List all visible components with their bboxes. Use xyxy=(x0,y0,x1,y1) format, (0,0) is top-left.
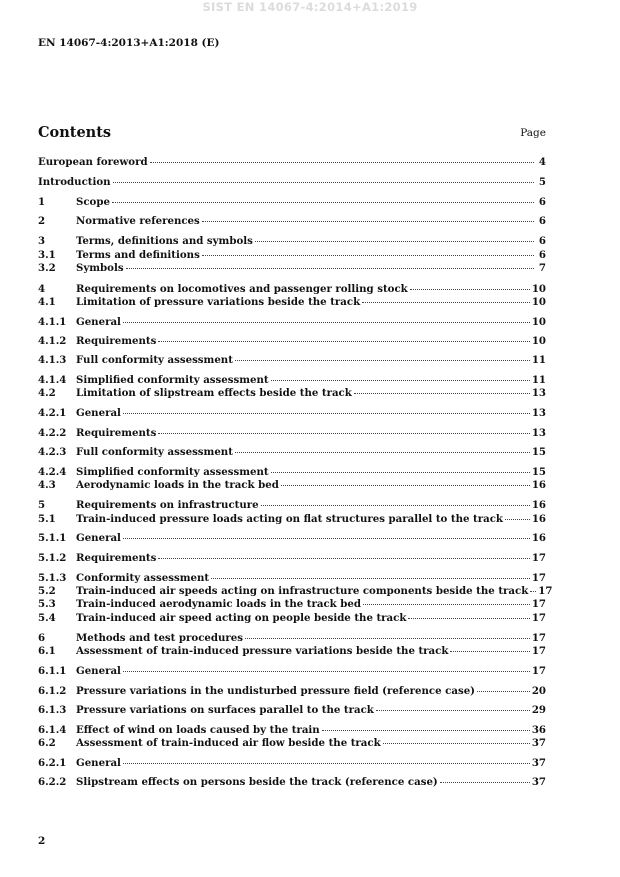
toc-entry[interactable] xyxy=(38,427,546,440)
toc-dot-leader xyxy=(202,220,534,222)
toc-dot-leader xyxy=(123,670,530,672)
toc-entry[interactable] xyxy=(38,466,546,479)
toc-dot-leader xyxy=(123,762,530,764)
toc-entry-page: 16 xyxy=(531,479,546,491)
toc-dot-leader xyxy=(376,709,530,711)
toc-entry-number: 4.3 xyxy=(38,479,56,491)
toc-entry-title: Requirements on locomotives and passenger rolling stock xyxy=(76,283,408,295)
toc-entry-number: 2 xyxy=(38,215,46,227)
toc-entry-page: 16 xyxy=(531,532,546,544)
toc-entry-title: Introduction xyxy=(38,176,111,188)
toc-entry[interactable] xyxy=(38,335,546,348)
toc-entry-title: Train-induced air speeds acting on infrastructure components beside the track xyxy=(76,585,529,597)
toc-entry[interactable] xyxy=(38,552,546,565)
toc-entry-title: Train-induced air speed acting on people beside the track xyxy=(76,612,407,624)
toc-dot-leader xyxy=(123,321,530,323)
toc-entry-page: 13 xyxy=(531,427,546,439)
toc-dot-leader xyxy=(123,412,530,414)
toc-entry-title: Terms, definitions and symbols xyxy=(76,235,253,247)
toc-dot-leader xyxy=(281,484,530,486)
toc-entry-title: Aerodynamic loads in the track bed xyxy=(76,479,279,491)
toc-entry[interactable] xyxy=(38,598,546,611)
toc-entry-number: 5.3 xyxy=(38,598,56,610)
toc-entry-page: 17 xyxy=(531,645,546,657)
toc-entry-title: Conformity assessment xyxy=(76,572,210,584)
toc-entry-page: 16 xyxy=(531,499,546,511)
toc-entry-title: Normative references xyxy=(76,215,200,227)
toc-entry-number: 4.1 xyxy=(38,296,56,308)
toc-entry-title: Pressure variations on surfaces parallel to the track xyxy=(76,704,374,716)
toc-entry-title: Simplified conformity assessment xyxy=(76,374,269,386)
toc-entry[interactable] xyxy=(38,479,546,492)
toc-entry[interactable] xyxy=(38,196,546,209)
toc-entry-page: 17 xyxy=(538,585,553,597)
toc-entry-title: Train-induced aerodynamic loads in the track bed xyxy=(76,598,362,610)
toc-dot-leader xyxy=(113,181,534,183)
toc-entry-title: Limitation of slipstream effects beside the track xyxy=(76,387,352,399)
toc-entry-number: 4.1.1 xyxy=(38,316,67,328)
toc-entry-page: 7 xyxy=(538,262,546,274)
toc-entry-page: 17 xyxy=(531,612,546,624)
toc-entry-title: Scope xyxy=(76,196,110,208)
toc-entry-page: 37 xyxy=(531,757,546,769)
toc-entry-number: 4.1.3 xyxy=(38,354,67,366)
toc-entry[interactable] xyxy=(38,499,546,512)
toc-entry-title: Pressure variations in the undisturbed pressure field (reference case) xyxy=(76,685,475,697)
toc-entry[interactable] xyxy=(38,757,546,770)
toc-entry-title: Symbols xyxy=(76,262,124,274)
toc-entry-page: 11 xyxy=(531,354,546,366)
toc-entry-page: 17 xyxy=(531,632,546,644)
toc-entry-page: 13 xyxy=(531,407,546,419)
toc-entry[interactable] xyxy=(38,572,546,585)
toc-dot-leader xyxy=(354,392,530,394)
toc-entry-title: General xyxy=(76,532,121,544)
toc-entry-title: Simplified conformity assessment xyxy=(76,466,269,478)
toc-dot-leader xyxy=(440,781,530,783)
toc-dot-leader xyxy=(112,201,534,203)
toc-entry-page: 16 xyxy=(531,513,546,525)
page-number: 2 xyxy=(38,835,46,847)
toc-entry-title: Full conformity assessment xyxy=(76,354,233,366)
toc-entry-number: 6 xyxy=(38,632,46,644)
toc-entry-page: 6 xyxy=(538,235,546,247)
toc-entry-title: European foreword xyxy=(38,156,148,168)
toc-entry-title: Requirements xyxy=(76,335,157,347)
toc-entry-number: 6.2.1 xyxy=(38,757,67,769)
toc-dot-leader xyxy=(235,359,530,361)
toc-entry-number: 4.2.2 xyxy=(38,427,67,439)
toc-entry-number: 6.1.2 xyxy=(38,685,67,697)
toc-entry-number: 5.1.3 xyxy=(38,572,67,584)
toc-entry-number: 3 xyxy=(38,235,46,247)
toc-entry-title: Train-induced pressure loads acting on flat structures parallel to the track xyxy=(76,513,503,525)
toc-entry-number: 4.1.4 xyxy=(38,374,67,386)
toc-entry-page: 11 xyxy=(531,374,546,386)
toc-entry-page: 10 xyxy=(531,335,546,347)
toc-entry-title: General xyxy=(76,665,121,677)
toc-entry[interactable] xyxy=(38,612,546,625)
toc-entry-number: 5.1.2 xyxy=(38,552,67,564)
toc-entry-title: Requirements on infrastructure xyxy=(76,499,259,511)
toc-dot-leader xyxy=(410,288,530,290)
toc-dot-leader xyxy=(245,637,530,639)
toc-dot-leader xyxy=(505,518,530,520)
toc-entry-page: 17 xyxy=(531,665,546,677)
toc-entry-page: 10 xyxy=(531,316,546,328)
toc-dot-leader xyxy=(383,742,530,744)
toc-dot-leader xyxy=(271,379,530,381)
toc-dot-leader xyxy=(363,603,530,605)
toc-dot-leader xyxy=(211,577,530,579)
toc-dot-leader xyxy=(261,504,530,506)
toc-entry-number: 4.2.4 xyxy=(38,466,67,478)
toc-dot-leader xyxy=(450,650,529,652)
toc-dot-leader xyxy=(255,240,534,242)
toc-entry-title: Requirements xyxy=(76,427,157,439)
toc-entry[interactable] xyxy=(38,446,546,459)
toc-entry-page: 29 xyxy=(531,704,546,716)
toc-entry-number: 4.2.3 xyxy=(38,446,67,458)
toc-entry[interactable] xyxy=(38,724,546,737)
toc-entry-title: Assessment of train-induced pressure variations beside the track xyxy=(76,645,449,657)
toc-entry-number: 4.2.1 xyxy=(38,407,67,419)
toc-entry-title: General xyxy=(76,757,121,769)
toc-entry-number: 5.1 xyxy=(38,513,56,525)
toc-entry-title: Full conformity assessment xyxy=(76,446,233,458)
toc-entry[interactable] xyxy=(38,316,546,329)
toc-dot-leader xyxy=(158,432,530,434)
toc-dot-leader xyxy=(123,537,530,539)
toc-entry[interactable] xyxy=(38,374,546,387)
toc-dot-leader xyxy=(202,254,534,256)
toc-entry-page: 4 xyxy=(538,156,546,168)
document-header: EN 14067-4:2013+A1:2018 (E) xyxy=(38,37,220,49)
toc-entry-page: 37 xyxy=(531,776,546,788)
toc-entry-number: 4.2 xyxy=(38,387,56,399)
toc-entry-page: 6 xyxy=(538,215,546,227)
toc-entry-number: 6.1 xyxy=(38,645,56,657)
toc-dot-leader xyxy=(158,340,530,342)
toc-entry[interactable] xyxy=(38,685,546,698)
toc-entry[interactable] xyxy=(38,296,546,309)
toc-dot-leader xyxy=(362,301,530,303)
toc-entry[interactable] xyxy=(38,283,546,296)
toc-entry-number: 3.2 xyxy=(38,262,56,274)
toc-entry[interactable] xyxy=(38,585,553,598)
toc-entry-title: Slipstream effects on persons beside the track (reference case) xyxy=(76,776,438,788)
toc-entry[interactable] xyxy=(38,215,546,228)
toc-entry[interactable] xyxy=(38,262,546,275)
toc-entry-title: Methods and test procedures xyxy=(76,632,244,644)
toc-entry-title: Effect of wind on loads caused by the train xyxy=(76,724,320,736)
toc-entry-title: General xyxy=(76,316,121,328)
toc-entry-page: 10 xyxy=(531,283,546,295)
toc-entry-page: 10 xyxy=(531,296,546,308)
toc-entry[interactable] xyxy=(38,513,546,526)
toc-entry[interactable] xyxy=(38,354,546,367)
toc-entry[interactable] xyxy=(38,387,546,400)
toc-entry[interactable] xyxy=(38,407,546,420)
toc-entry-page: 17 xyxy=(531,572,546,584)
toc-dot-leader xyxy=(150,161,534,163)
toc-dot-leader xyxy=(477,690,530,692)
toc-entry[interactable] xyxy=(38,249,546,262)
toc-entry-number: 1 xyxy=(38,196,46,208)
toc-entry-number: 6.2.2 xyxy=(38,776,67,788)
toc-entry-page: 15 xyxy=(531,446,546,458)
toc-dot-leader xyxy=(235,451,530,453)
toc-entry[interactable] xyxy=(38,235,546,248)
toc-entry[interactable] xyxy=(38,532,546,545)
toc-entry-title: Terms and definitions xyxy=(76,249,200,261)
toc-entry[interactable] xyxy=(38,632,546,645)
toc-entry-number: 6.1.1 xyxy=(38,665,67,677)
toc-entry-title: General xyxy=(76,407,121,419)
toc-dot-leader xyxy=(158,557,530,559)
toc-dot-leader xyxy=(271,471,530,473)
toc-entry[interactable] xyxy=(38,776,546,789)
toc-entry-number: 5.1.1 xyxy=(38,532,67,544)
toc-entry-title: Requirements xyxy=(76,552,157,564)
toc-entry[interactable] xyxy=(38,737,546,750)
toc-entry-number: 4 xyxy=(38,283,46,295)
toc-entry-page: 20 xyxy=(531,685,546,697)
toc-dot-leader xyxy=(126,267,534,269)
toc-entry-page: 37 xyxy=(531,737,546,749)
toc-entry-number: 4.1.2 xyxy=(38,335,67,347)
page-column-label: Page xyxy=(520,127,546,139)
toc-entry[interactable] xyxy=(38,704,546,717)
toc-entry-number: 6.1.3 xyxy=(38,704,67,716)
toc-entry-number: 3.1 xyxy=(38,249,56,261)
toc-entry-page: 36 xyxy=(531,724,546,736)
toc-entry-page: 17 xyxy=(531,552,546,564)
toc-entry-title: Limitation of pressure variations beside the track xyxy=(76,296,361,308)
toc-dot-leader xyxy=(530,590,536,592)
toc-entry-page: 17 xyxy=(531,598,546,610)
toc-entry-number: 5.2 xyxy=(38,585,56,597)
toc-entry[interactable] xyxy=(38,176,546,189)
toc-entry[interactable] xyxy=(38,156,546,169)
toc-entry-number: 5.4 xyxy=(38,612,56,624)
toc-entry-page: 6 xyxy=(538,249,546,261)
toc-entry[interactable] xyxy=(38,645,546,658)
toc-entry-page: 5 xyxy=(538,176,546,188)
toc-dot-leader xyxy=(322,729,530,731)
toc-entry-page: 6 xyxy=(538,196,546,208)
toc-entry-page: 15 xyxy=(531,466,546,478)
toc-dot-leader xyxy=(408,617,529,619)
watermark: SIST EN 14067-4:2014+A1:2019 xyxy=(202,0,418,14)
toc-entry[interactable] xyxy=(38,665,546,678)
contents-title: Contents xyxy=(38,124,112,141)
toc-entry-number: 6.1.4 xyxy=(38,724,67,736)
toc-entry-title: Assessment of train-induced air flow beside the track xyxy=(76,737,381,749)
toc-entry-number: 6.2 xyxy=(38,737,56,749)
toc-entry-page: 13 xyxy=(531,387,546,399)
toc-entry-number: 5 xyxy=(38,499,46,511)
